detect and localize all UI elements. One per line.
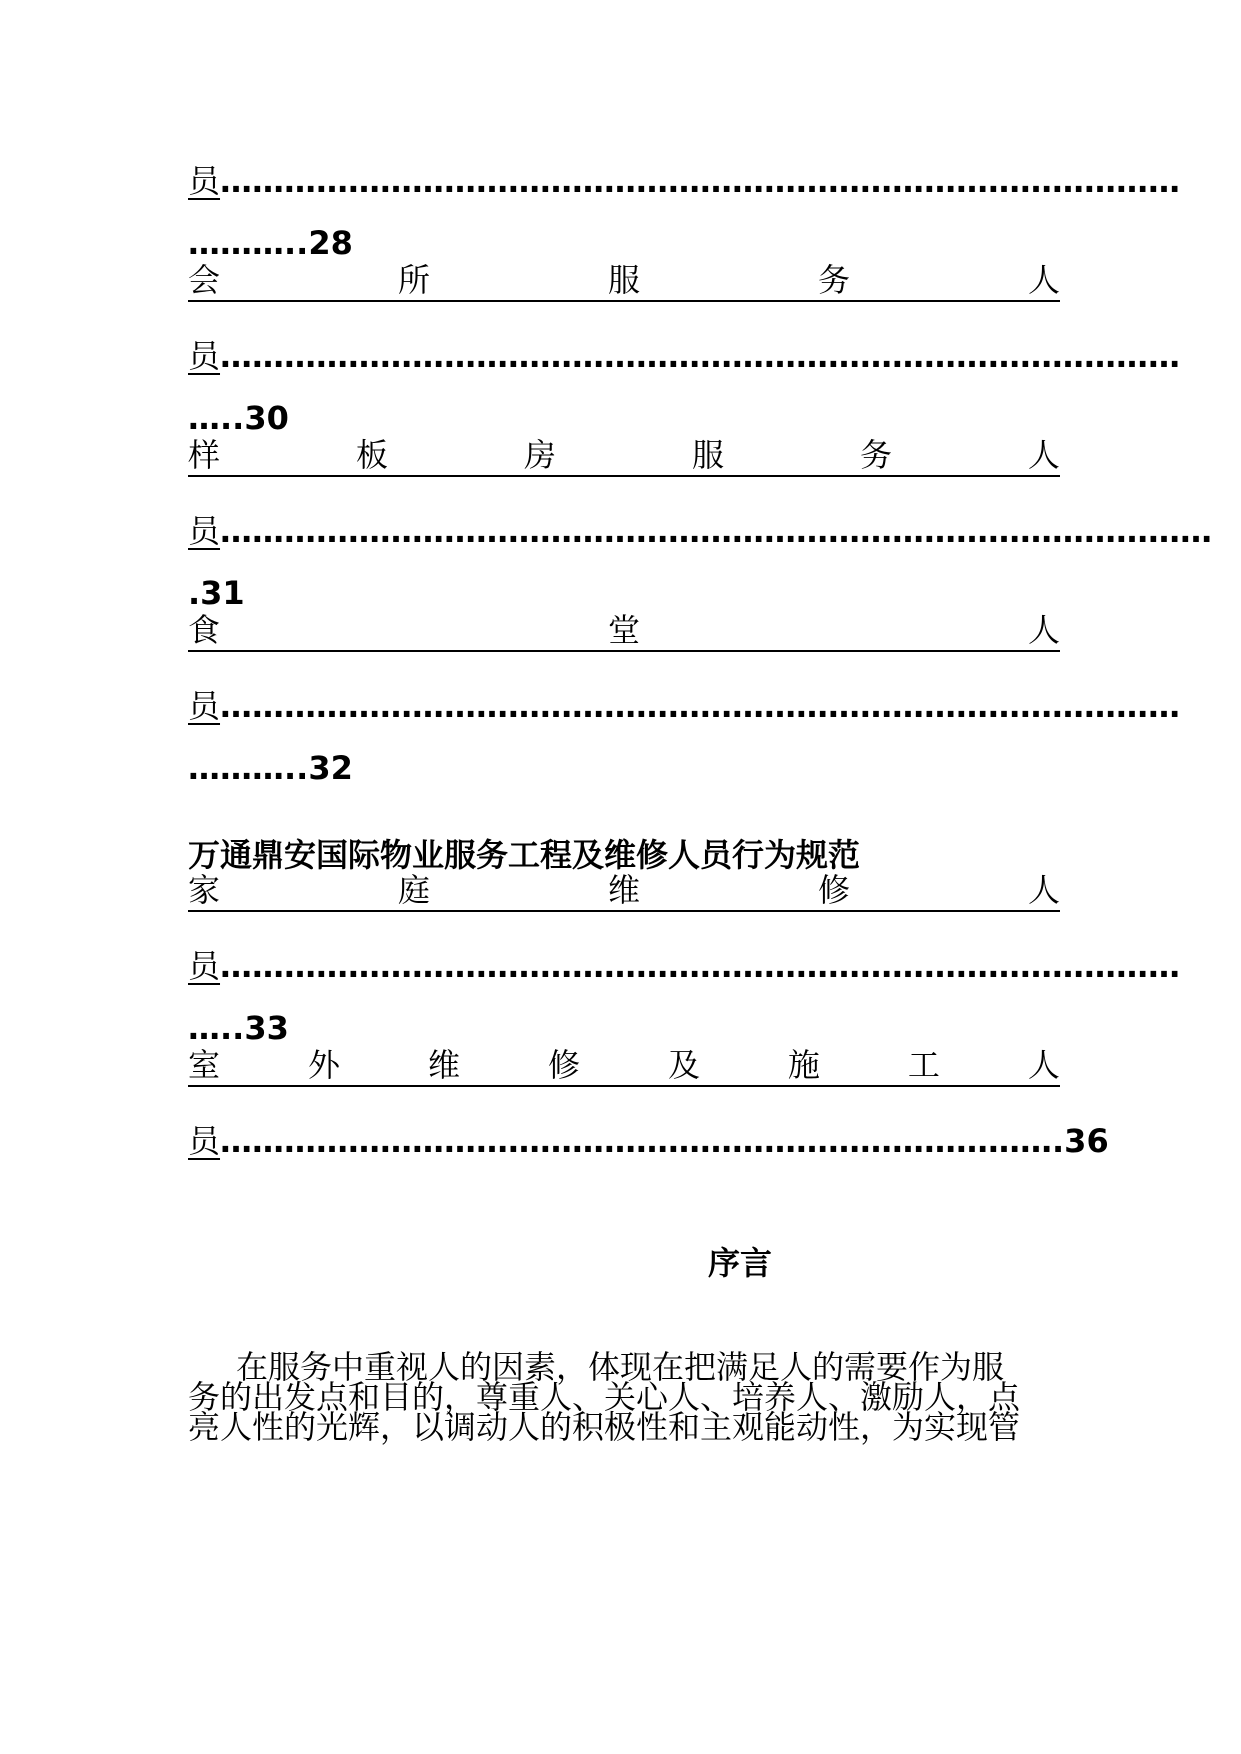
toc-entry-5-char: 维 xyxy=(607,871,640,909)
toc-entry-6-char: 修 xyxy=(547,1046,580,1084)
toc-entry-6-page: 36 xyxy=(1064,1122,1109,1160)
toc-entry-3-char: 人 xyxy=(1027,436,1060,474)
toc-entry-6-char: 及 xyxy=(667,1046,700,1084)
toc-entry-2-char: 务 xyxy=(817,261,850,299)
toc-entry-5-page: 33 xyxy=(244,1009,289,1047)
toc-entry-2-page-dots: ….. xyxy=(188,399,245,437)
document-page xyxy=(188,0,1213,1754)
toc-entry-5-char: 修 xyxy=(817,871,850,909)
toc-entry-6-char: 工 xyxy=(907,1046,940,1084)
toc-entry-2-char: 服 xyxy=(607,261,640,299)
toc-entry-3-line xyxy=(188,510,1213,552)
toc-entry-3-char: 房 xyxy=(523,436,556,474)
toc-entry-3-char: 服 xyxy=(691,436,724,474)
toc-entry-3-char: 板 xyxy=(355,436,388,474)
toc-entry-6-cont-char: 员 xyxy=(188,1122,221,1160)
toc-entry-3-page: 31 xyxy=(200,574,245,612)
preface-paragraph xyxy=(188,1348,1060,1446)
toc-entry-6-char: 室 xyxy=(188,1046,221,1084)
toc-entry-4-dots: ……………………………………………………………………………… xyxy=(220,687,1181,725)
toc-entry-3-page-dots: . xyxy=(188,574,201,612)
toc-entry-2-cont-char: 员 xyxy=(188,337,221,375)
section-heading: 万通鼎安国际物业服务工程及维修人员行为规范 xyxy=(188,836,861,874)
toc-entry-4-char: 食 xyxy=(188,611,221,649)
toc-entry-6-title xyxy=(188,1045,1060,1087)
toc-entry-4-page-line xyxy=(188,747,1060,789)
toc-entry-4-page-dots: ……….. xyxy=(188,749,309,787)
toc-entry-5-page-line xyxy=(188,1007,1060,1049)
toc-entry-5-char: 庭 xyxy=(397,871,430,909)
preface-title: 序言 xyxy=(708,1244,773,1282)
toc-entry-5-dots: ……………………………………………………………………………… xyxy=(220,947,1181,985)
toc-entry-5-char: 家 xyxy=(188,871,221,909)
toc-entry-2-title xyxy=(188,260,1060,302)
toc-entry-3-cont-char: 员 xyxy=(188,512,221,550)
preface-line-2: 务的出发点和目的，尊重人、关心人、培养人、激励人，点 xyxy=(188,1378,1021,1416)
toc-entry-1-page-dots: ……….. xyxy=(188,224,309,262)
preface-line-1: 在服务中重视人的因素，体现在把满足人的需要作为服 xyxy=(236,1348,1005,1386)
toc-entry-6-char: 人 xyxy=(1027,1046,1060,1084)
toc-entry-1-line xyxy=(188,160,1181,202)
toc-entry-4-title xyxy=(188,610,1060,652)
toc-entry-2-page-line xyxy=(188,397,1060,439)
preface-line-3: 亮人性的光辉，以调动人的积极性和主观能动性，为实现管 xyxy=(188,1408,1021,1446)
toc-entry-6-char: 维 xyxy=(427,1046,460,1084)
toc-entry-5-page-dots: ….. xyxy=(188,1009,245,1047)
toc-entry-4-page: 32 xyxy=(308,749,353,787)
toc-entry-2-char: 所 xyxy=(397,261,430,299)
toc-entry-4-line xyxy=(188,685,1181,727)
toc-entry-6-char: 外 xyxy=(307,1046,340,1084)
toc-entry-3-title xyxy=(188,435,1060,477)
toc-entry-2-char: 会 xyxy=(188,261,221,299)
toc-entry-6-line xyxy=(188,1120,1109,1162)
toc-entry-5-char: 人 xyxy=(1027,871,1060,909)
toc-entry-1-page-line xyxy=(188,222,1060,264)
toc-entry-3-page-line xyxy=(188,572,1060,614)
toc-entry-1-cont-char: 员 xyxy=(188,162,221,200)
toc-entry-4-char: 堂 xyxy=(607,611,640,649)
toc-entry-3-char: 务 xyxy=(859,436,892,474)
toc-entry-5-cont-char: 员 xyxy=(188,947,221,985)
toc-entry-2-page: 30 xyxy=(244,399,289,437)
toc-entry-2-line xyxy=(188,335,1181,377)
toc-entry-6-dots: ……………………………………………………………………. xyxy=(220,1122,1065,1160)
toc-entry-3-dots: ………………………………………………………………………………… xyxy=(220,512,1213,550)
toc-entry-5-title xyxy=(188,870,1060,912)
toc-entry-2-dots: ……………………………………………………………………………… xyxy=(220,337,1181,375)
toc-entry-4-cont-char: 员 xyxy=(188,687,221,725)
toc-entry-5-line xyxy=(188,945,1181,987)
toc-entry-1-page: 28 xyxy=(308,224,353,262)
toc-entry-2-char: 人 xyxy=(1027,261,1060,299)
toc-entry-3-char: 样 xyxy=(188,436,221,474)
toc-entry-6-char: 施 xyxy=(787,1046,820,1084)
toc-entry-4-char: 人 xyxy=(1027,611,1060,649)
toc-entry-1-dots: ……………………………………………………………………………… xyxy=(220,162,1181,200)
